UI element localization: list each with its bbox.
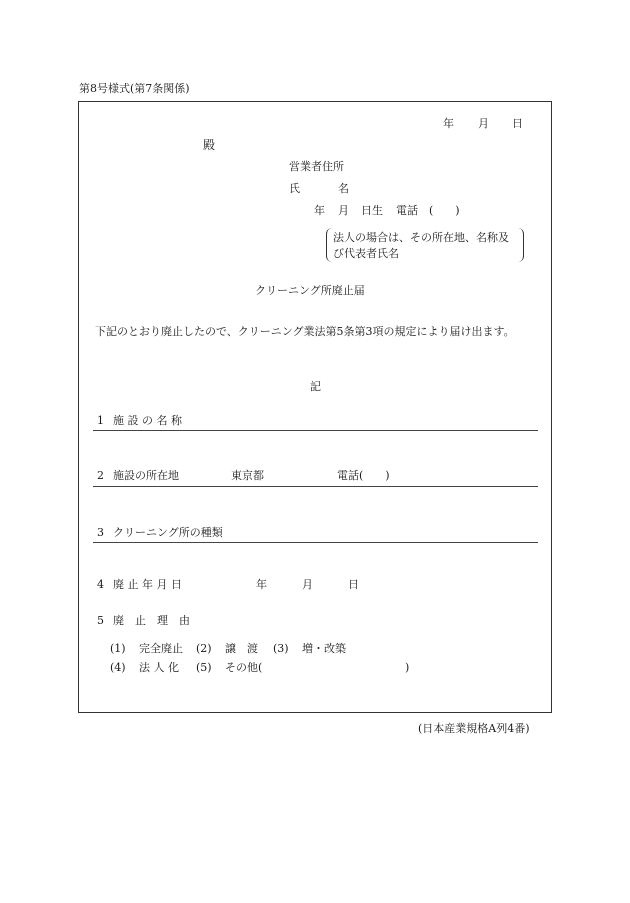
applicant-address-label: 営業者住所 — [289, 160, 344, 173]
item4-year: 年 — [256, 578, 267, 591]
item4-day: 日 — [348, 578, 359, 591]
item2-rule — [93, 486, 538, 487]
item3-number: 3 — [97, 526, 104, 539]
item2-phone: 電話( ) — [337, 469, 390, 482]
item4-number: 4 — [97, 578, 104, 591]
statement-text: 下記のとおり廃止したので、クリーニング業法第5条第3項の規定により届け出ます。 — [95, 325, 515, 338]
applicant-name-label-2: 名 — [338, 182, 349, 195]
form-number: 第8号様式(第7条関係) — [79, 82, 190, 95]
reason-opt3-num: (3) — [273, 642, 289, 655]
birth-day: 日生 — [361, 204, 383, 217]
reason-opt5-label: その他( — [225, 661, 263, 674]
form-title: クリーニング所廃止届 — [255, 284, 365, 297]
item3-rule — [93, 542, 538, 543]
item5-number: 5 — [97, 614, 104, 627]
birth-month: 月 — [338, 204, 349, 217]
reason-opt5-close: ) — [405, 661, 410, 674]
item1-number: 1 — [97, 414, 104, 427]
birth-year: 年 — [314, 204, 325, 217]
corporate-note-line2: び代表者氏名 — [333, 247, 399, 260]
item2-number: 2 — [97, 469, 104, 482]
date-day: 日 — [512, 117, 523, 130]
phone-paren: ( ) — [429, 204, 460, 217]
item1-label: 施 設 の 名 称 — [113, 414, 182, 427]
reason-opt3-label: 増・改築 — [302, 642, 346, 655]
footer-standard: (日本産業規格A列4番) — [418, 722, 530, 735]
reason-opt4-label: 法 人 化 — [139, 661, 179, 674]
item2-prefecture: 東京都 — [231, 469, 264, 482]
item5-label: 廃 止 理 由 — [113, 614, 190, 627]
reason-opt5-num: (5) — [196, 661, 212, 674]
date-year: 年 — [443, 117, 454, 130]
reason-opt1-num: (1) — [110, 642, 126, 655]
item1-rule — [93, 430, 538, 431]
item3-label: クリーニング所の種類 — [113, 526, 223, 539]
corporate-note-bracket — [326, 228, 524, 262]
date-month: 月 — [478, 117, 489, 130]
corporate-note-line1: 法人の場合は、その所在地、名称及 — [333, 231, 509, 244]
reason-opt1-label: 完全廃止 — [139, 642, 183, 655]
reason-opt2-num: (2) — [196, 642, 212, 655]
reason-opt4-num: (4) — [110, 661, 126, 674]
item4-month: 月 — [302, 578, 313, 591]
phone-label: 電話 — [396, 204, 418, 217]
applicant-name-label-1: 氏 — [289, 182, 300, 195]
record-heading: 記 — [310, 380, 321, 393]
item2-label: 施設の所在地 — [113, 469, 179, 482]
item4-label: 廃 止 年 月 日 — [113, 578, 182, 591]
addressee-honorific: 殿 — [203, 138, 216, 152]
reason-opt2-label: 譲 渡 — [225, 642, 258, 655]
